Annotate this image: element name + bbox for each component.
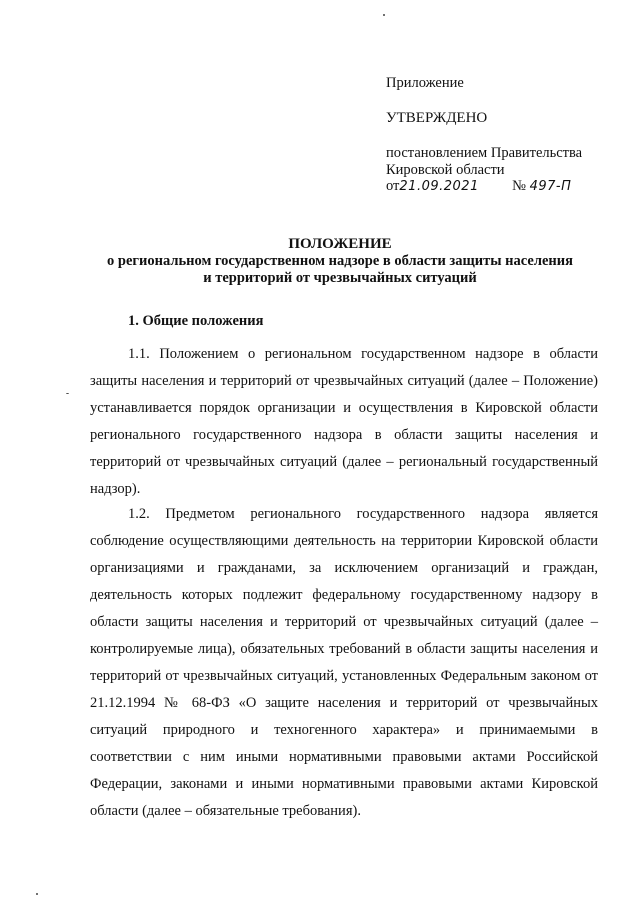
title-line-2: о региональном государственном надзоре в области защиты населения bbox=[107, 253, 573, 269]
document-title bbox=[60, 236, 620, 287]
scan-speck bbox=[36, 893, 38, 895]
appendix-label: Приложение bbox=[386, 75, 464, 91]
approved-label: УТВЕРЖДЕНО bbox=[386, 110, 488, 126]
title-line-3: и территорий от чрезвычайных ситуаций bbox=[203, 270, 477, 286]
number-prefix: № bbox=[512, 178, 526, 194]
date-prefix: от bbox=[386, 178, 400, 194]
resolution-date-number bbox=[386, 178, 571, 195]
handwritten-number: 497-П bbox=[529, 179, 572, 194]
scan-speck bbox=[66, 393, 69, 394]
resolution-line-1: постановлением Правительства bbox=[386, 145, 583, 161]
paragraph-1-1: 1.1. Положением о региональном государственном надзоре в области защиты населения и территорий от чрезвычайных ситуаций (далее – Положение) устанавливается порядок организации и осуществления в Кировской области регионального государственного надзора в области защиты населения и территорий от чрезвычайных ситуаций (далее – региональный государственный надзор). bbox=[90, 346, 598, 497]
resolution-line-2: Кировской области bbox=[386, 162, 505, 178]
handwritten-date: 21.09.2021 bbox=[399, 179, 479, 194]
title-main: ПОЛОЖЕНИЕ bbox=[288, 236, 392, 252]
scan-speck bbox=[383, 14, 385, 16]
section-heading: 1. Общие положения bbox=[128, 313, 264, 329]
paragraph-1-2: 1.2. Предметом регионального государственного надзора является соблюдение осуществляющими деятельность на территории Кировской области организациями и гражданами, за исключением организаций и граждан, деятельность которых подлежит федеральному государственному надзору в области защиты населения и территорий от чрезвычайных ситуаций (далее – контролируемые лица), обязательных требований в области защиты населения и территорий от чрезвычайных ситуаций, установленных Федеральным законом от 21.12.1994 № 68-ФЗ «О защите населения и территорий от чрезвычайных ситуаций природного и техногенного характера» и принимаемыми в соответствии с ним иными нормативными правовыми актами Российской Федерации, законами и иными нормативными правовыми актами Кировской области (далее – обязательные требования). bbox=[90, 506, 598, 819]
